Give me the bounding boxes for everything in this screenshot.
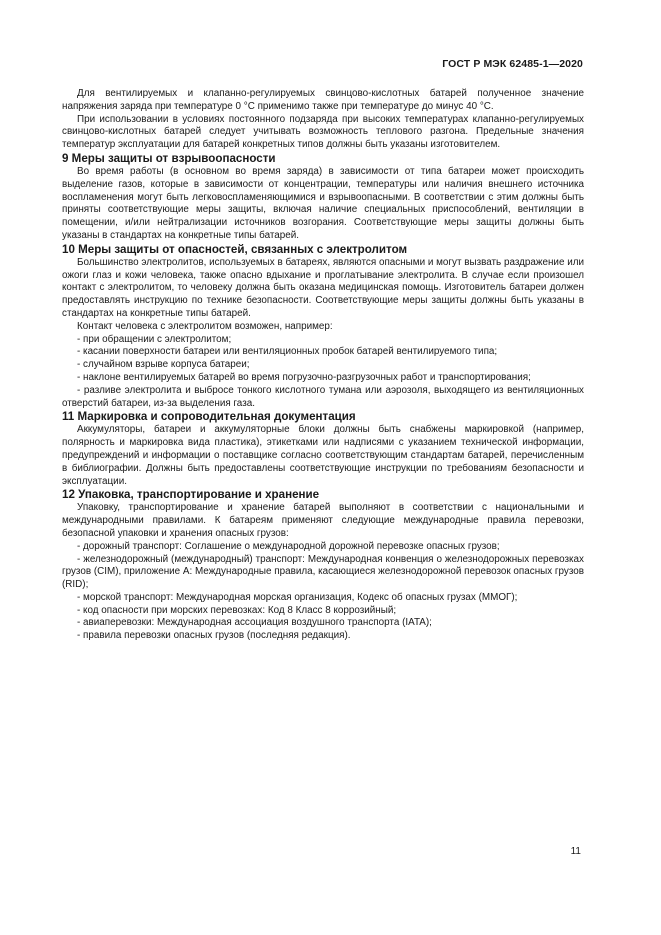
list-item: - разливе электролита и выбросе тонкого кислотного тумана или аэрозоля, выходящего из вентиляционных отверстий батареи, из-за выделения газа. bbox=[62, 384, 584, 409]
list-item: - правила перевозки опасных грузов (последняя редакция). bbox=[77, 630, 351, 642]
list-item: - морской транспорт: Международная морская организация, Кодекс об опасных грузах (ММОГ); bbox=[77, 591, 518, 603]
section-12-paragraph: Упаковку, транспортирование и хранение батарей выполняют в соответствии с национальными и международными правилами. К батареям применяют следующие международные правила перевозки, безопасной упаковки и хранения опасных грузов: bbox=[62, 502, 584, 539]
list-item: - код опасности при морских перевозках: Код 8 Класс 8 коррозийный; bbox=[77, 604, 397, 616]
list-item: - при обращении с электролитом; bbox=[77, 333, 232, 345]
list-item: - железнодорожный (международный) транспорт: Международная конвенция о железнодорожных перевозках грузов (CIM), приложение А: Международные правила, касающиеся железнодорожной перевозок опасных грузов (RID); bbox=[62, 553, 585, 591]
page-number: 11 bbox=[570, 846, 581, 857]
intro-paragraph-1: Для вентилируемых и клапанно-регулируемых свинцово-кислотных батарей полученное значение напряжения заряда при температуре 0 °С применимо также при температуре до минус 40 °С. bbox=[62, 88, 584, 112]
section-10-heading: 10 Меры защиты от опасностей, связанных с электролитом bbox=[62, 242, 408, 256]
list-item: - авиаперевозки: Международная ассоциация воздушного транспорта (IATA); bbox=[77, 617, 432, 629]
list-item: - касании поверхности батареи или вентиляционных пробок батарей вентилируемого типа; bbox=[77, 346, 498, 358]
list-item: - дорожный транспорт: Соглашение о международной дорожной перевозке опасных грузов; bbox=[77, 540, 500, 552]
section-9-paragraph: Во время работы (в основном во время заряда) в зависимости от типа батареи может происходить выделение газов, которые в зависимости от концентрации, температуры или наличия внешнего источника воспламенения могут быть легковоспламеняющимися и взрывоопасными. В соответствии с этим должны быть приняты соответствующие меры защиты, включая наличие специальных приспособлений, вентиляции в помещении, и/или нейтрализации источников возгорания. Соответствующие меры защиты должны быть указаны в стандартах на конкретные типы батарей. bbox=[62, 165, 584, 241]
list-item: - наклоне вентилируемых батарей во время погрузочно-разгрузочных работ и транспортирования; bbox=[77, 371, 531, 383]
intro-paragraph-2: При использовании в условиях постоянного подзаряда при высоких температурах клапанно-регулируемых свинцово-кислотных батарей следует учитывать возможность теплового разгона. Предельные значения температур эксплуатации для батарей конкретных типов должны быть указаны изготовителем. bbox=[62, 113, 584, 151]
section-10-paragraph-2: Контакт человека с электролитом возможен, например: bbox=[77, 320, 333, 332]
section-9-heading: 9 Меры защиты от взрывоопасности bbox=[62, 151, 276, 165]
list-item: - случайном взрыве корпуса батареи; bbox=[77, 359, 250, 371]
section-11-paragraph: Аккумуляторы, батареи и аккумуляторные блоки должны быть снабжены маркировкой (например, полярность и маркировка вида пластика), этикетками или надписями с указанием технической информации, предупреждений и информации о поставщике согласно соответствующим стандартам батарей, перечисленным в библиографии. Должны быть предоставлены соответствующие инструкции по требованиям безопасности и эксплуатации. bbox=[62, 424, 584, 487]
document-body bbox=[62, 88, 584, 643]
section-11-heading: 11 Маркировка и сопроводительная документация bbox=[62, 410, 356, 424]
section-10-paragraph-1: Большинство электролитов, используемых в батареях, являются опасными и могут вызвать раздражение или ожоги глаз и кожи человека, также опасно вдыхание и проглатывание электролита. В случае если произошел контакт с электролитом, то человеку должна быть оказана медицинская помощь. Изготовитель батареи должен предоставлять инструкцию по технике безопасности. Соответствующие меры защиты должны быть указаны в стандартах на конкретные типы батарей. bbox=[62, 256, 584, 319]
document-header: ГОСТ Р МЭК 62485-1—2020 bbox=[442, 58, 583, 70]
section-12-heading: 12 Упаковка, транспортирование и хранение bbox=[62, 488, 320, 502]
